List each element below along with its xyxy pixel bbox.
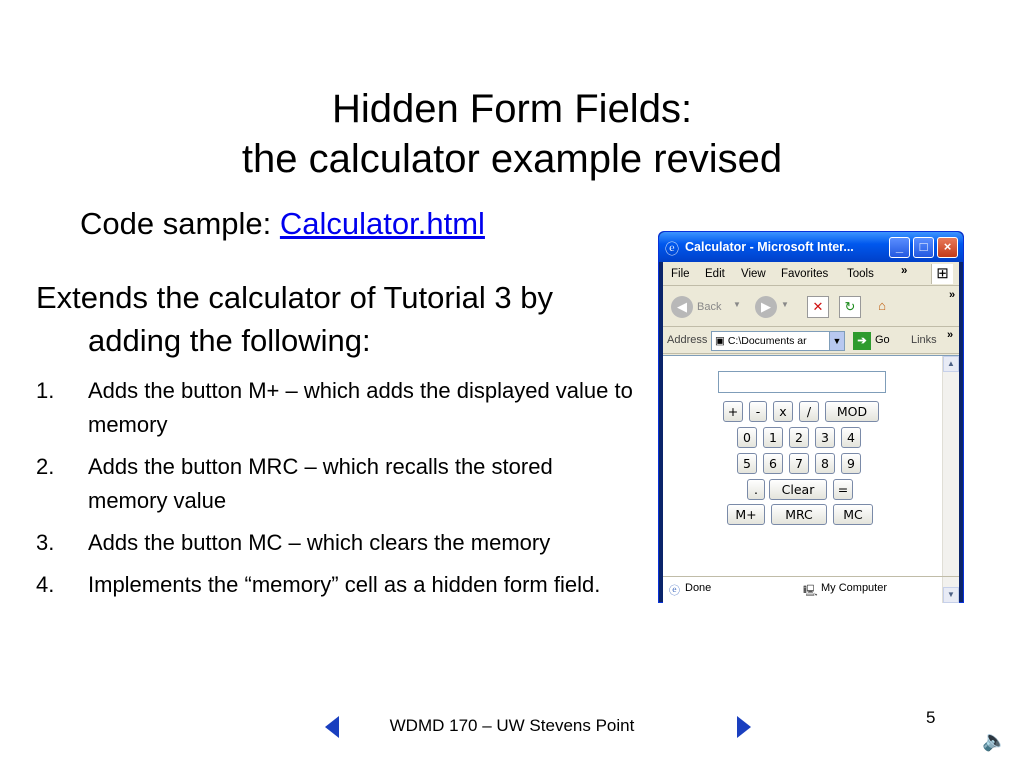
- window-titlebar[interactable]: [659, 232, 963, 262]
- links-label[interactable]: Links: [911, 334, 937, 346]
- list-item: [36, 450, 636, 518]
- list-text: Implements the “memory” cell as a hidden form field.: [88, 572, 601, 597]
- window-title: Calculator - Microsoft Inter...: [685, 240, 854, 254]
- slide-footer: WDMD 170 – UW Stevens Point: [389, 716, 635, 735]
- next-slide-icon[interactable]: [737, 716, 751, 738]
- vertical-scrollbar[interactable]: [942, 356, 959, 603]
- calc-button-multiply[interactable]: x: [773, 401, 793, 422]
- calc-button-6[interactable]: 6: [763, 453, 783, 474]
- back-arrow-icon[interactable]: ◀: [671, 296, 693, 318]
- menu-view[interactable]: View: [741, 268, 766, 280]
- calc-button-decimal[interactable]: .: [747, 479, 765, 500]
- list-number: 3.: [36, 530, 55, 555]
- maximize-button[interactable]: □: [913, 237, 934, 258]
- slide-title: [0, 84, 1024, 184]
- calc-button-7[interactable]: 7: [789, 453, 809, 474]
- steps-list: [36, 374, 636, 610]
- calc-button-3[interactable]: 3: [815, 427, 835, 448]
- list-item: [36, 526, 636, 560]
- calc-button-divide[interactable]: /: [799, 401, 819, 422]
- refresh-icon[interactable]: ↻: [839, 296, 861, 318]
- page-content: [663, 355, 959, 603]
- calc-button-mod[interactable]: MOD: [825, 401, 879, 422]
- calc-button-memory-clear[interactable]: MC: [833, 504, 873, 525]
- toolbar-overflow[interactable]: »: [949, 289, 956, 301]
- calc-button-8[interactable]: 8: [815, 453, 835, 474]
- list-text: Adds the button M+ – which adds the displayed value to memory: [88, 378, 633, 437]
- address-dropdown-icon[interactable]: ▼: [829, 331, 845, 351]
- status-text: Done: [685, 582, 712, 594]
- home-icon[interactable]: ⌂: [878, 298, 886, 313]
- menu-edit[interactable]: Edit: [705, 268, 725, 280]
- slide-title-line2: the calculator example revised: [241, 137, 783, 181]
- speaker-icon[interactable]: 🔈: [982, 730, 1007, 752]
- calc-button-equals[interactable]: =: [833, 479, 853, 500]
- calc-button-2[interactable]: 2: [789, 427, 809, 448]
- calc-button-minus[interactable]: -: [749, 401, 767, 422]
- calc-button-clear[interactable]: Clear: [769, 479, 827, 500]
- list-number: 2.: [36, 454, 55, 479]
- slide-number: 5: [926, 708, 936, 727]
- minimize-button[interactable]: _: [889, 237, 910, 258]
- calc-button-plus[interactable]: +: [723, 401, 743, 422]
- zone-text: My Computer: [821, 582, 888, 594]
- calculator-html-link[interactable]: Calculator.html: [279, 206, 485, 241]
- calc-button-1[interactable]: 1: [763, 427, 783, 448]
- calc-button-memory-add[interactable]: M+: [727, 504, 765, 525]
- scroll-down-icon[interactable]: ▼: [943, 587, 959, 603]
- calculator-display[interactable]: [718, 371, 886, 393]
- address-bar: [663, 328, 959, 354]
- forward-arrow-icon[interactable]: ▶: [755, 296, 777, 318]
- close-button[interactable]: ×: [937, 237, 958, 258]
- browser-window: [658, 231, 964, 603]
- address-label: Address: [667, 334, 708, 346]
- list-text: Adds the button MRC – which recalls the stored memory value: [88, 454, 553, 513]
- page-icon: ▣: [715, 335, 728, 347]
- menu-tools[interactable]: Tools: [847, 268, 874, 280]
- code-sample-label: Code sample:: [80, 206, 272, 241]
- list-item: [36, 374, 636, 442]
- forward-dropdown-icon[interactable]: ▼: [781, 300, 789, 309]
- menu-bar: [663, 262, 959, 286]
- menu-file[interactable]: File: [671, 268, 690, 280]
- status-page-icon: ⓔ: [669, 585, 680, 597]
- calc-button-5[interactable]: 5: [737, 453, 757, 474]
- status-bar: [663, 576, 959, 598]
- computer-icon: 🖳: [803, 585, 818, 597]
- ie-icon: ⓔ: [665, 241, 679, 257]
- list-text: Adds the button MC – which clears the memory: [88, 530, 551, 555]
- stop-icon[interactable]: ✕: [807, 296, 829, 318]
- list-number: 4.: [36, 572, 55, 597]
- address-input[interactable]: [711, 331, 845, 351]
- menu-overflow[interactable]: »: [901, 265, 908, 277]
- address-value: C:\Documents ar: [727, 335, 807, 347]
- back-label[interactable]: Back: [697, 301, 722, 313]
- calc-button-memory-recall[interactable]: MRC: [771, 504, 827, 525]
- list-item: [36, 568, 636, 602]
- calc-button-9[interactable]: 9: [841, 453, 861, 474]
- intro-text: Extends the calculator of Tutorial 3 by adding the following:: [36, 280, 553, 358]
- standard-toolbar: [663, 287, 959, 327]
- go-button[interactable]: Go: [875, 334, 890, 346]
- scroll-up-icon[interactable]: ▲: [943, 356, 959, 372]
- back-dropdown-icon[interactable]: ▼: [733, 300, 741, 309]
- menu-favorites[interactable]: Favorites: [781, 268, 829, 280]
- slide-title-line1: Hidden Form Fields:: [331, 87, 693, 131]
- browser-body: [663, 262, 959, 598]
- list-number: 1.: [36, 378, 55, 403]
- go-arrow-icon[interactable]: ➔: [853, 332, 871, 350]
- links-overflow[interactable]: »: [947, 329, 954, 341]
- code-sample: [80, 206, 485, 242]
- calc-button-4[interactable]: 4: [841, 427, 861, 448]
- windows-logo-icon: ⊞: [931, 264, 953, 284]
- calc-button-0[interactable]: 0: [737, 427, 757, 448]
